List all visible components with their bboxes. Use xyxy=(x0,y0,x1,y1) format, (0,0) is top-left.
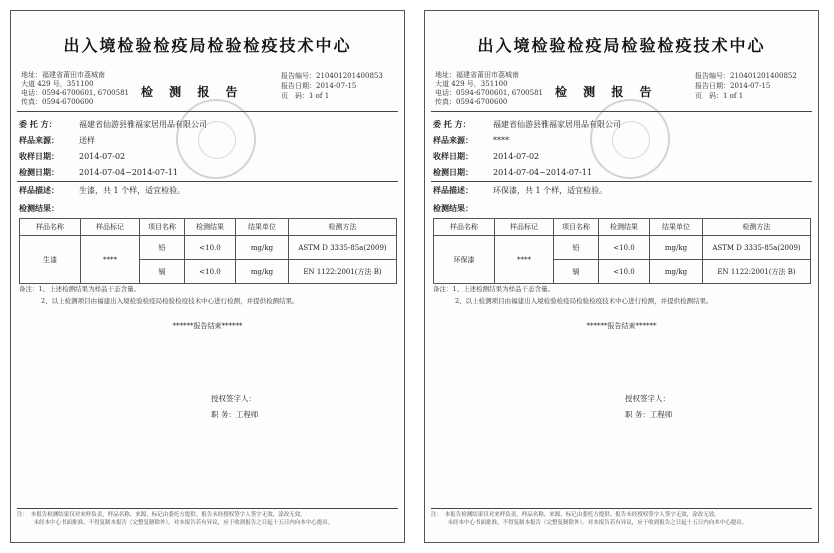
test-report-left xyxy=(10,10,405,543)
unit-cell: mg/kg xyxy=(236,236,289,260)
column-header: 项目名称 xyxy=(554,219,599,236)
source-label: 样品来源： xyxy=(433,135,473,145)
client-value: 福建省仙游县雅福家居用品有限公司 xyxy=(493,120,621,129)
note-line: 2、以上检测项目由福建出入境检验检疫局检验检疫技术中心进行检测，并提供检测结果。 xyxy=(41,297,299,305)
client-field xyxy=(19,119,207,130)
column-header: 样品名称 xyxy=(434,219,495,236)
table-header-row xyxy=(434,219,811,236)
source-value: 送样 xyxy=(79,136,95,145)
test-date-value: 2014-07-04~2014-07-11 xyxy=(79,168,178,177)
method-cell: EN 1122:2001(方法 B) xyxy=(703,260,811,284)
client-label: 委 托 方： xyxy=(433,119,471,129)
report-title: 检 测 报 告 xyxy=(141,85,244,99)
report-no: 210401201400852 xyxy=(730,72,797,80)
source-label: 样品来源： xyxy=(19,135,59,145)
address-block xyxy=(21,71,129,107)
column-header: 结果单位 xyxy=(236,219,289,236)
description-value: 环保漆，共 1 个样，适宜检验。 xyxy=(493,186,608,195)
client-label: 委 托 方： xyxy=(19,119,57,129)
divider xyxy=(17,111,398,112)
column-header: 样品名称 xyxy=(20,219,81,236)
item-cell: 铅 xyxy=(554,236,599,260)
received-field xyxy=(433,151,539,162)
signature-block xyxy=(625,391,672,423)
received-value: 2014-07-02 xyxy=(79,152,126,161)
report-meta xyxy=(695,71,797,101)
report-meta xyxy=(281,71,383,101)
footer-line: 未经本中心书面批准，不得复制本报告（完整复制除外）。对本报告若有异议，应于收到报告之日起十五日内向本中心提出。 xyxy=(431,520,748,526)
sample-name-cell: 生漆 xyxy=(20,236,81,284)
sample-mark-cell: **** xyxy=(81,236,140,284)
footer-disclaimer xyxy=(17,508,398,527)
results-table xyxy=(19,218,397,284)
test-date-field xyxy=(19,167,178,178)
report-no-label: 报告编号： xyxy=(695,72,730,80)
client-field xyxy=(433,119,621,130)
table-header-row xyxy=(20,219,397,236)
method-cell: ASTM D 3335-85a(2009) xyxy=(703,236,811,260)
address-block xyxy=(435,71,543,107)
results-label: 检测结果： xyxy=(19,203,59,213)
address-line: 地址：福建省莆田市荔城南 xyxy=(21,71,105,79)
notes xyxy=(19,283,299,307)
source-field xyxy=(433,135,509,146)
report-title: 检 测 报 告 xyxy=(555,85,658,99)
fax-line: 传真：0594-6700600 xyxy=(21,98,94,106)
description-value: 生漆，共 1 个样，适宜检验。 xyxy=(79,186,186,195)
column-header: 检测结果 xyxy=(599,219,650,236)
result-cell: <10.0 xyxy=(185,260,236,284)
received-value: 2014-07-02 xyxy=(493,152,540,161)
report-end-marker: ******报告结束****** xyxy=(586,322,657,330)
results-table xyxy=(433,218,811,284)
column-header: 样品标记 xyxy=(81,219,140,236)
received-field xyxy=(19,151,125,162)
footer-line: 注： 本报告检测结果仅对来样负责，样品名称、来源、标记由委托方提供。报告未经授权签字人签字无效，涂改无效。 xyxy=(17,512,306,518)
item-cell: 铅 xyxy=(140,236,185,260)
footer-disclaimer xyxy=(431,508,812,527)
fax-line: 传真：0594-6700600 xyxy=(435,98,508,106)
column-header: 项目名称 xyxy=(140,219,185,236)
test-date-label: 检测日期： xyxy=(433,167,473,177)
table-row xyxy=(434,236,811,260)
signatory-label: 授权签字人： xyxy=(625,394,670,403)
item-cell: 镉 xyxy=(554,260,599,284)
position-text: 职 务：工程师 xyxy=(211,410,259,419)
divider xyxy=(431,181,812,182)
report-date-label: 报告日期： xyxy=(695,82,730,90)
description-label: 样品描述： xyxy=(433,185,473,195)
footer-line: 未经本中心书面批准，不得复制本报告（完整复制除外）。对本报告若有异议，应于收到报告之日起十五日内向本中心提出。 xyxy=(17,520,334,526)
column-header: 样品标记 xyxy=(495,219,554,236)
result-cell: <10.0 xyxy=(599,236,650,260)
report-no-label: 报告编号： xyxy=(281,72,316,80)
signatory-label: 授权签字人： xyxy=(211,394,256,403)
position-text: 职 务：工程师 xyxy=(625,410,673,419)
column-header: 检测方法 xyxy=(289,219,397,236)
table-row xyxy=(20,236,397,260)
unit-cell: mg/kg xyxy=(650,236,703,260)
result-cell: <10.0 xyxy=(599,260,650,284)
client-value: 福建省仙游县雅福家居用品有限公司 xyxy=(79,120,207,129)
divider xyxy=(17,181,398,182)
source-value: **** xyxy=(493,136,509,145)
center-name: 出入境检验检疫局检验检疫技术中心 xyxy=(477,36,766,55)
description-label: 样品描述： xyxy=(19,185,59,195)
item-cell: 镉 xyxy=(140,260,185,284)
signature-block xyxy=(211,391,258,423)
footer-line: 注： 本报告检测结果仅对来样负责，样品名称、来源、标记由委托方提供。报告未经授权签字人签字无效，涂改无效。 xyxy=(431,512,720,518)
method-cell: ASTM D 3335-85a(2009) xyxy=(289,236,397,260)
description-field xyxy=(19,185,185,196)
method-cell: EN 1122:2001(方法 B) xyxy=(289,260,397,284)
address-line: 大道 429 号，351100 xyxy=(435,80,508,88)
report-date: 2014-07-15 xyxy=(730,82,771,90)
unit-cell: mg/kg xyxy=(650,260,703,284)
column-header: 检测方法 xyxy=(703,219,811,236)
received-label: 收样日期： xyxy=(19,151,59,161)
notes xyxy=(433,283,713,307)
page-label: 页 码： xyxy=(695,92,723,100)
sample-mark-cell: **** xyxy=(495,236,554,284)
test-date-field xyxy=(433,167,592,178)
sample-name-cell: 环保漆 xyxy=(434,236,495,284)
unit-cell: mg/kg xyxy=(236,260,289,284)
page-number: 1 of 1 xyxy=(723,92,744,100)
note-line: 备注：1、上述检测结果为样品干态含量。 xyxy=(433,285,555,293)
report-no: 210401201400853 xyxy=(316,72,383,80)
address-line: 地址：福建省莆田市荔城南 xyxy=(435,71,519,79)
test-date-value: 2014-07-04~2014-07-11 xyxy=(493,168,592,177)
center-name: 出入境检验检疫局检验检疫技术中心 xyxy=(63,36,352,55)
column-header: 结果单位 xyxy=(650,219,703,236)
page-label: 页 码： xyxy=(281,92,309,100)
report-end-marker: ******报告结束****** xyxy=(172,322,243,330)
address-line: 大道 429 号，351100 xyxy=(21,80,94,88)
results-label: 检测结果： xyxy=(433,203,473,213)
description-field xyxy=(433,185,607,196)
report-date: 2014-07-15 xyxy=(316,82,357,90)
received-label: 收样日期： xyxy=(433,151,473,161)
phone-line: 电话：0594-6700601, 6700581 xyxy=(435,89,543,97)
note-line: 备注：1、上述检测结果为样品干态含量。 xyxy=(19,285,141,293)
note-line: 2、以上检测项目由福建出入境检验检疫局检验检疫技术中心进行检测，并提供检测结果。 xyxy=(455,297,713,305)
result-cell: <10.0 xyxy=(185,236,236,260)
test-report-right xyxy=(424,10,819,543)
page-number: 1 of 1 xyxy=(309,92,330,100)
source-field xyxy=(19,135,95,146)
phone-line: 电话：0594-6700601, 6700581 xyxy=(21,89,129,97)
divider xyxy=(431,111,812,112)
test-date-label: 检测日期： xyxy=(19,167,59,177)
report-date-label: 报告日期： xyxy=(281,82,316,90)
column-header: 检测结果 xyxy=(185,219,236,236)
